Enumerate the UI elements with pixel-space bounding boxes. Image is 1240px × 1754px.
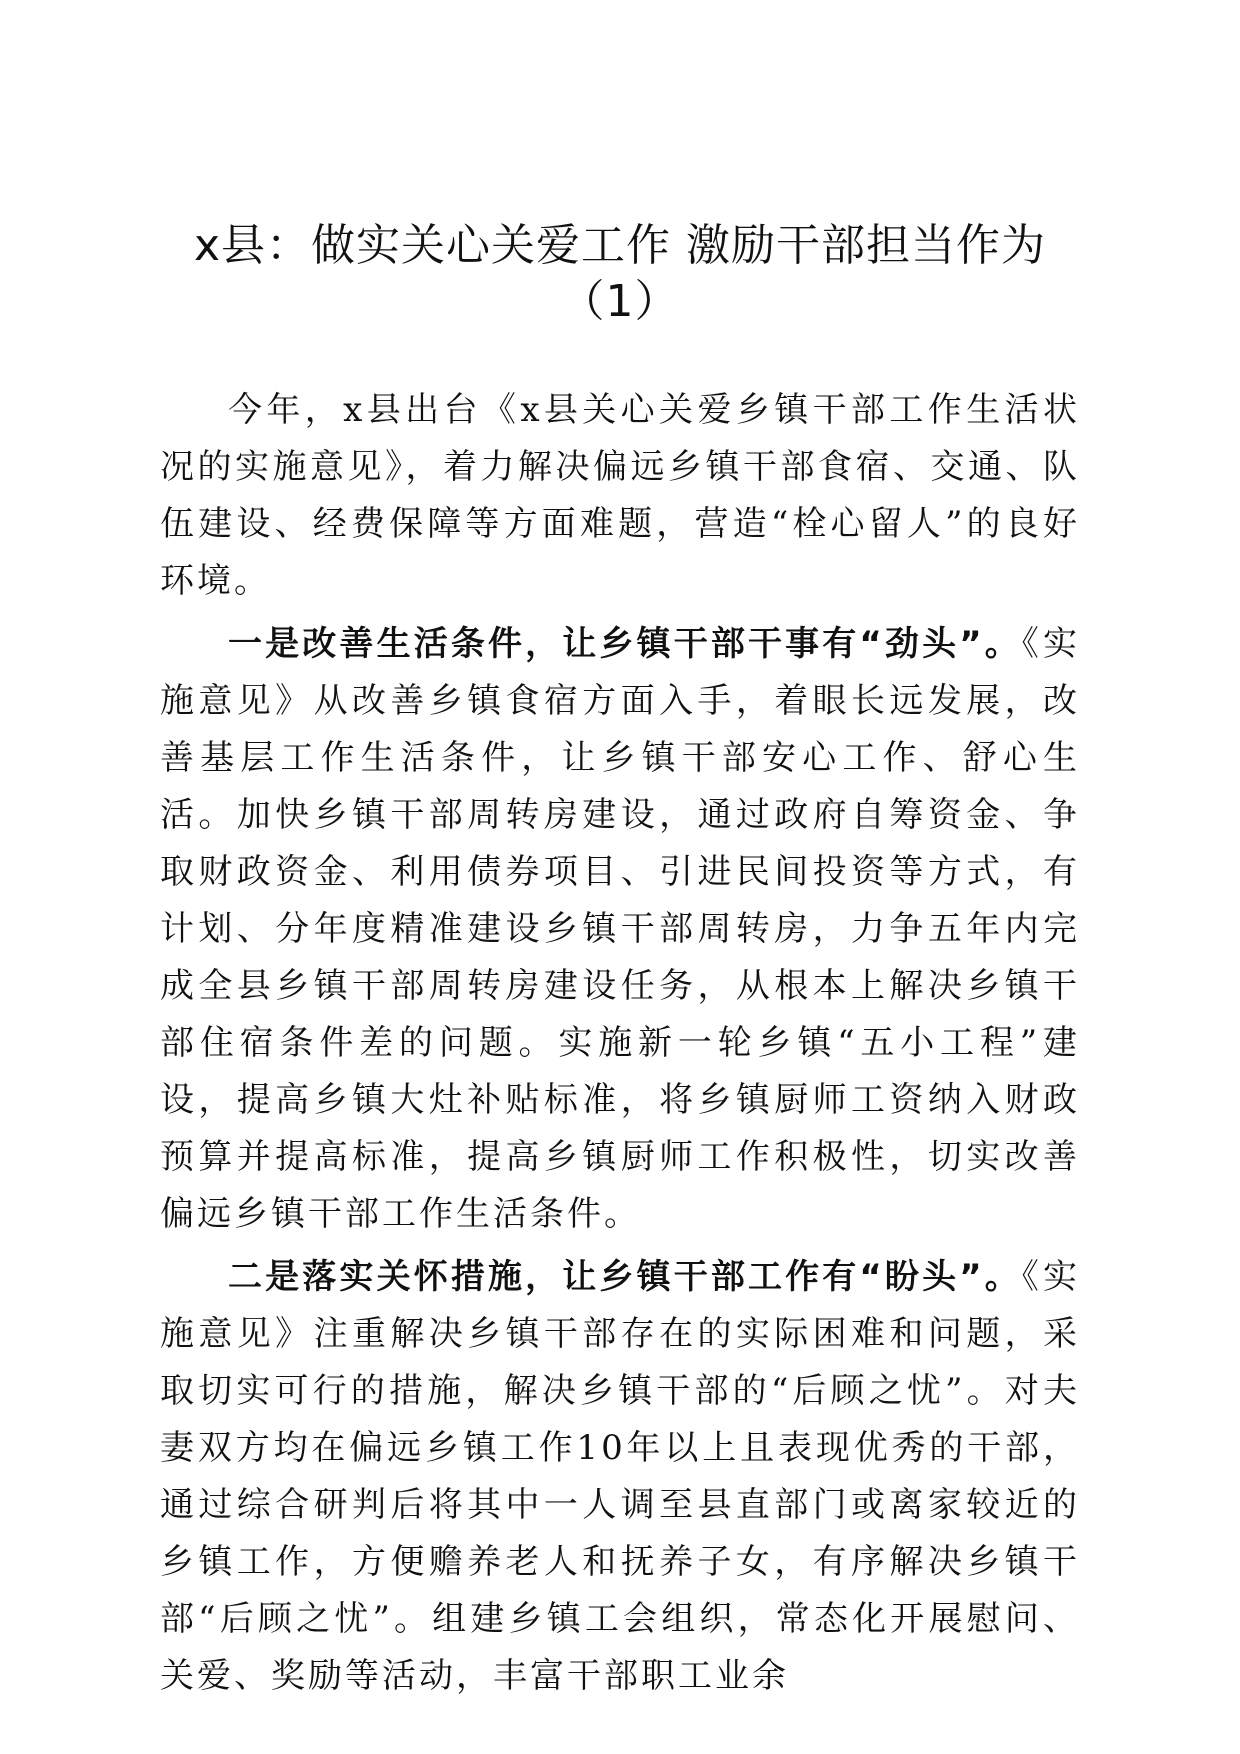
title-line-2: （1） (560, 276, 680, 327)
paragraph-text: 《实施意见》从改善乡镇食宿方面入手，着眼长远发展，改善基层工作生活条件，让乡镇干部安心工作、舒心生活。加快乡镇干部周转房建设，通过政府自筹资金、争取财政资金、利用债券项目、引进民间投资等方式，有计划、分年度精准建设乡镇干部周转房，力争五年内完成全县乡镇干部周转房建设任务，从根本上解决乡镇干部住宿条件差的问题。实施新一轮乡镇“五小工程”建设，提高乡镇大灶补贴标准，将乡镇厨师工资纳入财政预算并提高标准，提高乡镇厨师工作积极性，切实改善偏远乡镇干部工作生活条件。 (160, 624, 1080, 1234)
paragraph-text: 今年，x县出台《x县关心关爱乡镇干部工作生活状况的实施意见》，着力解决偏远乡镇干部食宿、交通、队伍建设、经费保障等方面难题，营造“栓心留人”的良好环境。 (160, 390, 1080, 601)
paragraph-intro (160, 382, 1080, 610)
document-title (140, 218, 1100, 330)
paragraph-point-1 (160, 616, 1080, 1243)
document-body (160, 382, 1080, 1711)
paragraph-lead: 一是改善生活条件，让乡镇干部干事有“劲头”。 (228, 624, 1022, 664)
title-line-1: x县：做实关心关爱工作 激励干部担当作为 (193, 220, 1047, 271)
paragraph-point-2 (160, 1249, 1080, 1705)
paragraph-text: 《实施意见》注重解决乡镇干部存在的实际困难和问题，采取切实可行的措施，解决乡镇干部的“后顾之忧”。对夫妻双方均在偏远乡镇工作10年以上且表现优秀的干部，通过综合研判后将其中一人调至县直部门或离家较近的乡镇工作，方便赡养老人和抚养子女，有序解决乡镇干部“后顾之忧”。组建乡镇工会组织，常态化开展慰问、关爱、奖励等活动，丰富干部职工业余 (160, 1257, 1080, 1696)
paragraph-lead: 二是落实关怀措施，让乡镇干部工作有“盼头”。 (228, 1257, 1022, 1297)
